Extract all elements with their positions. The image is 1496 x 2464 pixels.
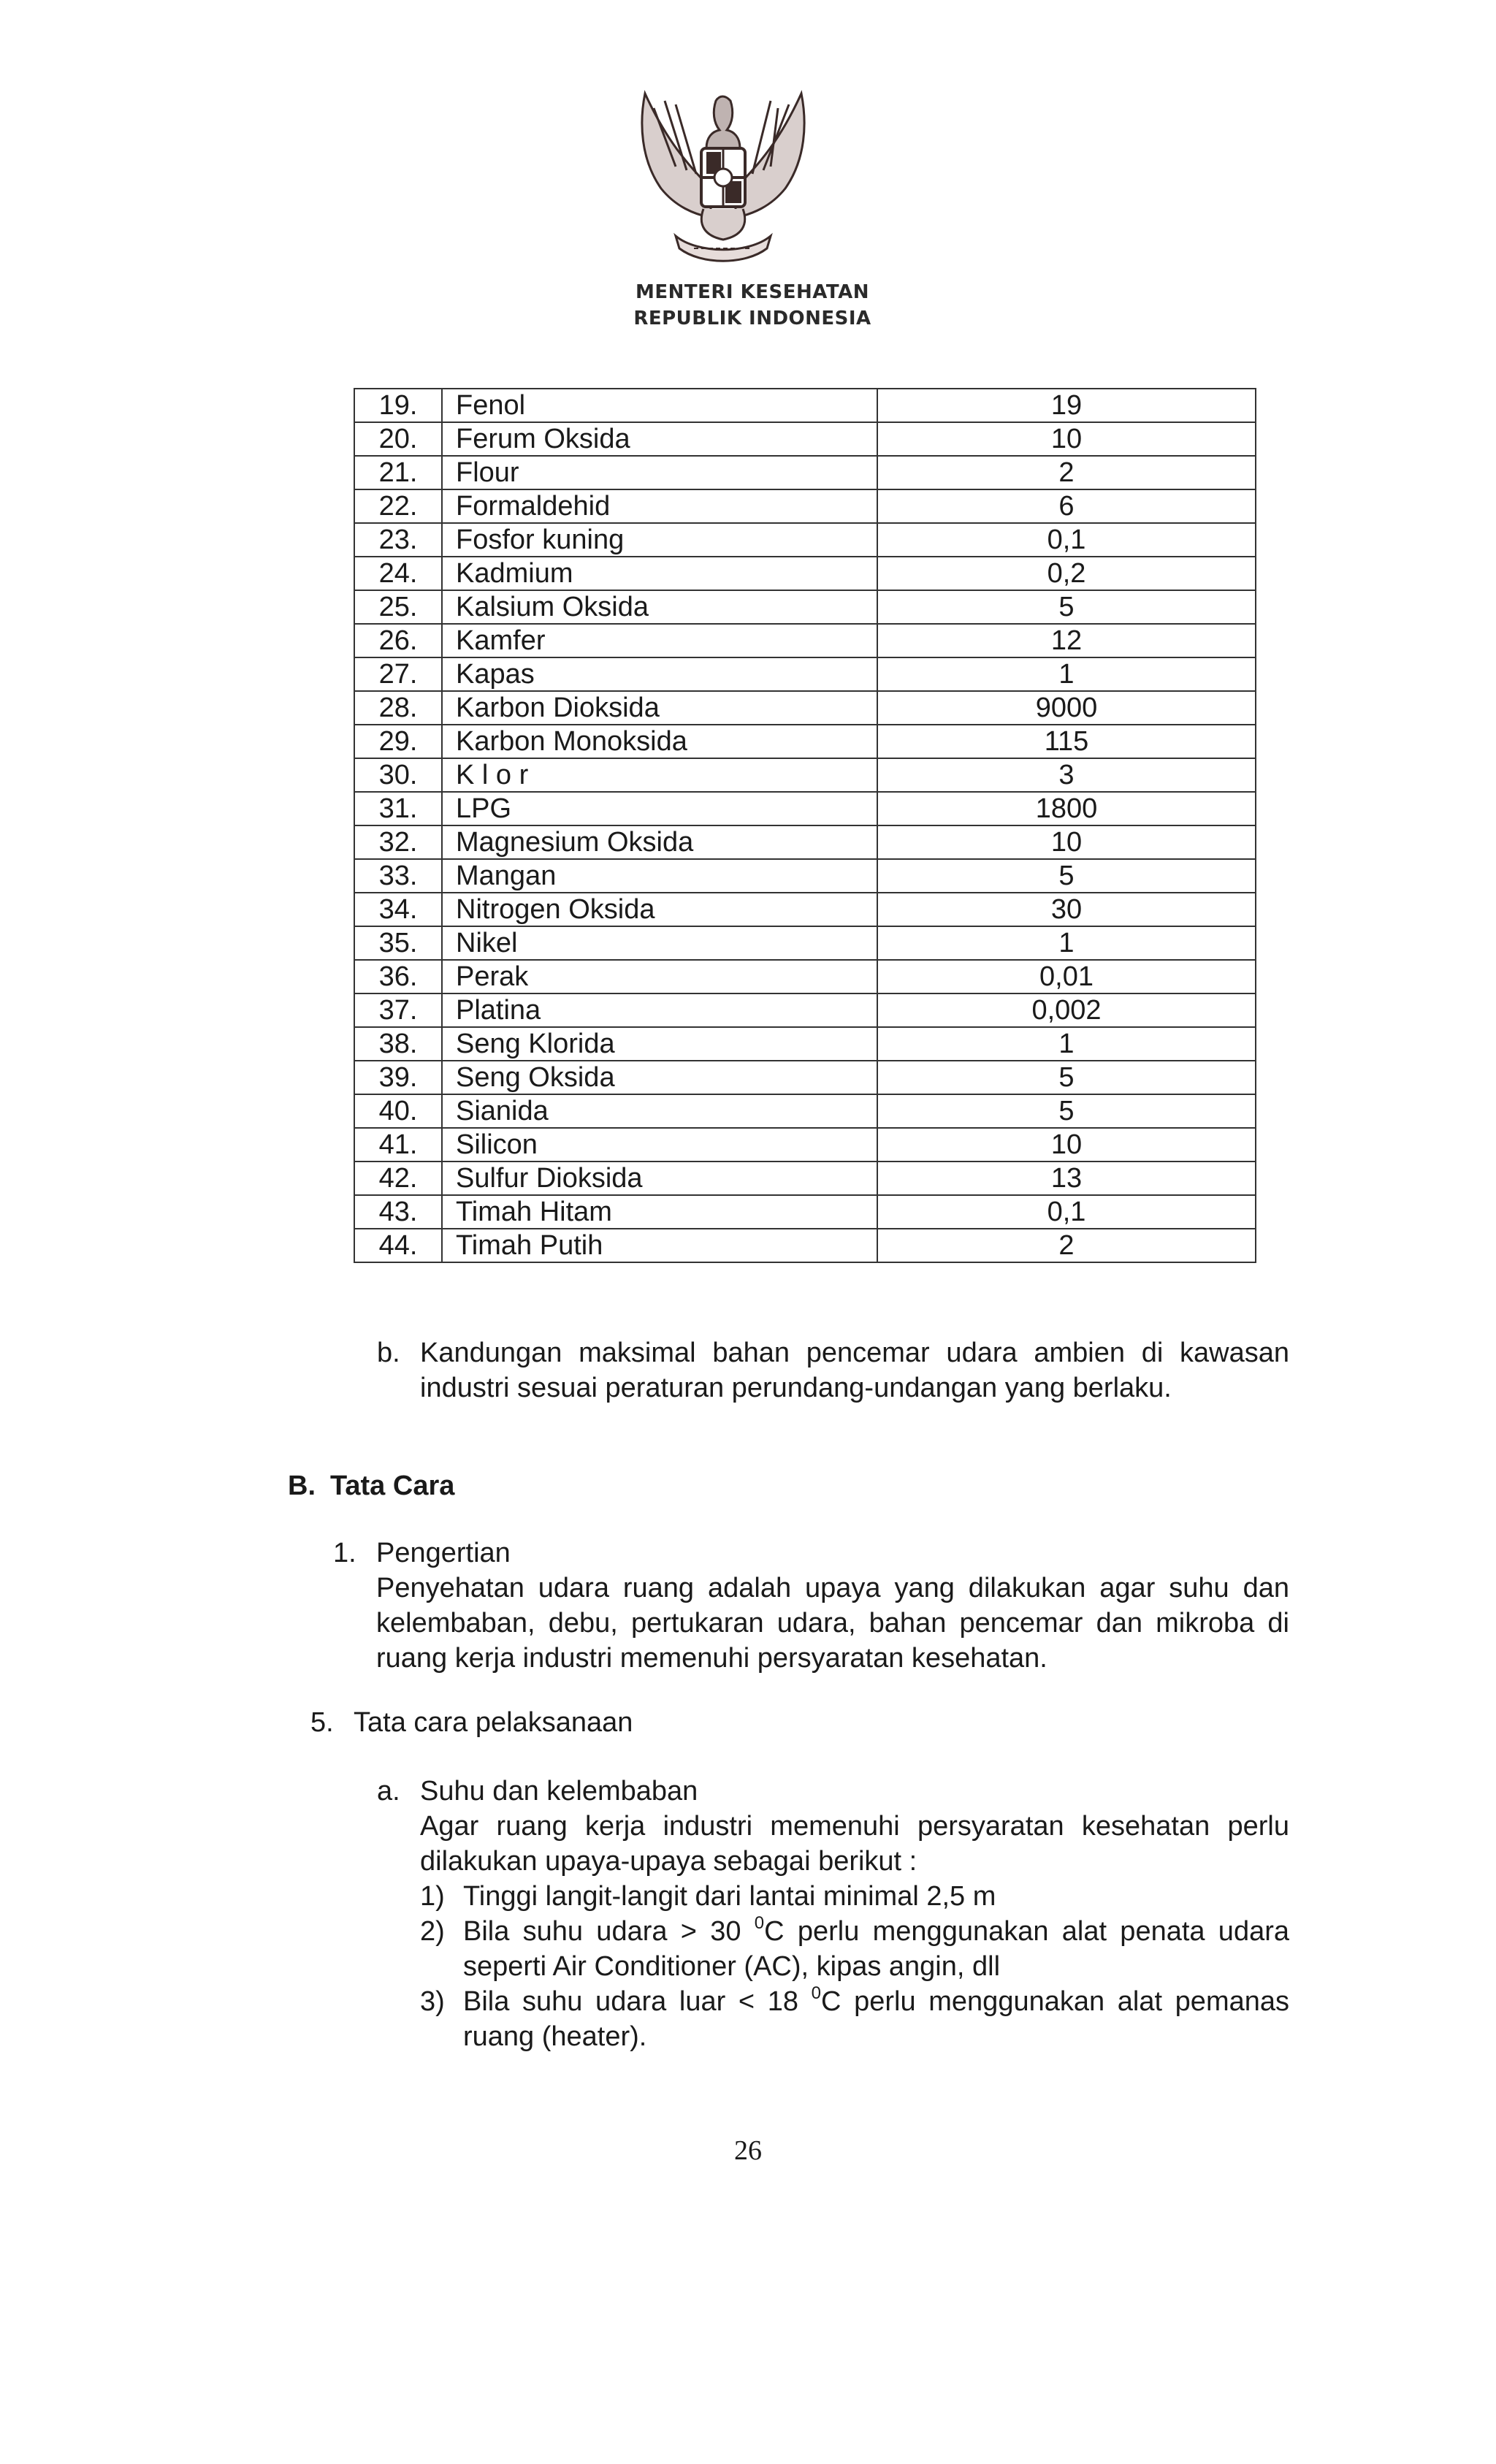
row-number: 37. [354, 993, 442, 1027]
substance-name: Ferum Oksida [442, 422, 877, 456]
item-b-text: Kandungan maksimal bahan pencemar udara ambien di kawasan industri sesuai peraturan perundang-undangan yang berlaku. [420, 1338, 1289, 1403]
suhu-marker: a. [377, 1776, 400, 1807]
suhu-item-2-marker: 2) [420, 1916, 445, 1947]
row-number: 22. [354, 489, 442, 523]
substance-name: Kadmium [442, 557, 877, 590]
suhu-item-3-marker: 3) [420, 1986, 445, 2017]
limit-value: 115 [877, 725, 1256, 758]
substance-name: Mangan [442, 859, 877, 893]
garuda-emblem-icon [625, 79, 822, 270]
table-row [354, 993, 1256, 1027]
limit-value: 5 [877, 590, 1256, 624]
substance-name: Timah Hitam [442, 1195, 877, 1229]
table-row [354, 557, 1256, 590]
table-row [354, 389, 1256, 422]
limit-value: 10 [877, 422, 1256, 456]
pengertian-marker: 1. [333, 1538, 356, 1568]
row-number: 42. [354, 1162, 442, 1195]
row-number: 24. [354, 557, 442, 590]
row-number: 19. [354, 389, 442, 422]
limit-value: 3 [877, 758, 1256, 792]
substance-name: Karbon Monoksida [442, 725, 877, 758]
limit-value: 12 [877, 624, 1256, 657]
table-row [354, 926, 1256, 960]
substance-name: Kalsium Oksida [442, 590, 877, 624]
substance-name: Kapas [442, 657, 877, 691]
limit-value: 6 [877, 489, 1256, 523]
row-number: 25. [354, 590, 442, 624]
table-row [354, 657, 1256, 691]
table-row [354, 893, 1256, 926]
table-row [354, 725, 1256, 758]
limit-value: 10 [877, 1128, 1256, 1162]
substance-name: Silicon [442, 1128, 877, 1162]
limit-value: 10 [877, 825, 1256, 859]
limit-value: 13 [877, 1162, 1256, 1195]
row-number: 44. [354, 1229, 442, 1262]
row-number: 27. [354, 657, 442, 691]
suhu-item-1-text: Tinggi langit-langit dari lantai minimal 2,5 m [463, 1881, 996, 1912]
limit-value: 0,2 [877, 557, 1256, 590]
suhu-item-2-text [463, 1914, 1289, 1984]
row-number: 39. [354, 1061, 442, 1094]
limit-value: 1800 [877, 792, 1256, 825]
row-number: 21. [354, 456, 442, 489]
table-row [354, 489, 1256, 523]
row-number: 20. [354, 422, 442, 456]
table-row [354, 590, 1256, 624]
row-number: 40. [354, 1094, 442, 1128]
substance-name: Fosfor kuning [442, 523, 877, 557]
table-row [354, 456, 1256, 489]
substance-name: Fenol [442, 389, 877, 422]
suhu-item-1-marker: 1) [420, 1881, 445, 1912]
limit-value: 1 [877, 1027, 1256, 1061]
limit-value: 0,002 [877, 993, 1256, 1027]
substance-name: Flour [442, 456, 877, 489]
limit-value: 0,01 [877, 960, 1256, 993]
limit-value: 2 [877, 456, 1256, 489]
ministry-line2: REPUBLIK INDONESIA [633, 308, 871, 329]
substance-name: Magnesium Oksida [442, 825, 877, 859]
row-number: 38. [354, 1027, 442, 1061]
table-row [354, 624, 1256, 657]
suhu-item-3-post: C perlu menggunakan alat pemanas ruang (heater). [463, 1986, 1290, 2052]
row-number: 35. [354, 926, 442, 960]
substance-name: Timah Putih [442, 1229, 877, 1262]
limit-value: 5 [877, 1061, 1256, 1094]
row-number: 23. [354, 523, 442, 557]
row-number: 32. [354, 825, 442, 859]
limit-value: 30 [877, 893, 1256, 926]
row-number: 33. [354, 859, 442, 893]
table-row [354, 1061, 1256, 1094]
section-b-title: Tata Cara [330, 1471, 455, 1501]
ministry-header [570, 279, 935, 332]
substance-name: Nitrogen Oksida [442, 893, 877, 926]
row-number: 28. [354, 691, 442, 725]
limit-value: 2 [877, 1229, 1256, 1262]
limit-value: 5 [877, 859, 1256, 893]
row-number: 36. [354, 960, 442, 993]
substance-name: Formaldehid [442, 489, 877, 523]
table-row [354, 792, 1256, 825]
limit-value: 19 [877, 389, 1256, 422]
table-row [354, 758, 1256, 792]
limit-value: 9000 [877, 691, 1256, 725]
substance-name: Sulfur Dioksida [442, 1162, 877, 1195]
limit-value: 0,1 [877, 523, 1256, 557]
limits-table-body [354, 389, 1256, 1262]
suhu-item-3-text [463, 1984, 1289, 2054]
substance-name: Perak [442, 960, 877, 993]
substance-name: Nikel [442, 926, 877, 960]
pengertian-title: Pengertian [376, 1538, 511, 1568]
section-b-marker: B. [288, 1471, 316, 1501]
suhu-item-2-pre: Bila suhu udara > 30 [463, 1916, 741, 1947]
table-row [354, 1094, 1256, 1128]
table-row [354, 960, 1256, 993]
row-number: 30. [354, 758, 442, 792]
table-row [354, 825, 1256, 859]
table-row [354, 691, 1256, 725]
ministry-line1: MENTERI KESEHATAN [636, 281, 869, 303]
table-row [354, 1195, 1256, 1229]
limit-value: 1 [877, 657, 1256, 691]
substance-name: Kamfer [442, 624, 877, 657]
pelaksanaan-title: Tata cara pelaksanaan [354, 1707, 633, 1738]
substance-name: Karbon Dioksida [442, 691, 877, 725]
row-number: 26. [354, 624, 442, 657]
row-number: 34. [354, 893, 442, 926]
limit-value: 0,1 [877, 1195, 1256, 1229]
pelaksanaan-marker: 5. [310, 1707, 334, 1738]
table-row [354, 1229, 1256, 1262]
substance-name: Platina [442, 993, 877, 1027]
row-number: 29. [354, 725, 442, 758]
degree-sup: 0 [754, 1913, 765, 1934]
suhu-item-3-pre: Bila suhu udara luar < 18 [463, 1986, 799, 2017]
table-row [354, 523, 1256, 557]
table-row [354, 1128, 1256, 1162]
table-row [354, 1027, 1256, 1061]
pengertian-body: Penyehatan udara ruang adalah upaya yang dilakukan agar suhu dan kelembaban, debu, pertukaran udara, bahan pencemar dan mikroba di ruang kerja industri memenuhi persyaratan kesehatan. [376, 1573, 1289, 1674]
suhu-intro: Agar ruang kerja industri memenuhi persyaratan kesehatan perlu dilakukan upaya-upaya sebagai berikut : [420, 1811, 1289, 1877]
suhu-item-2-post: C perlu menggunakan alat penata udara seperti Air Conditioner (AC), kipas angin, dll [463, 1916, 1289, 1982]
page-number: 26 [734, 2135, 762, 2166]
table-row [354, 859, 1256, 893]
substance-name: Seng Oksida [442, 1061, 877, 1094]
pollutant-limits-table [354, 388, 1256, 1263]
row-number: 41. [354, 1128, 442, 1162]
table-row [354, 1162, 1256, 1195]
substance-name: LPG [442, 792, 877, 825]
table-row [354, 422, 1256, 456]
limit-value: 1 [877, 926, 1256, 960]
item-b-marker: b. [377, 1338, 400, 1368]
substance-name: Seng Klorida [442, 1027, 877, 1061]
row-number: 31. [354, 792, 442, 825]
substance-name: Sianida [442, 1094, 877, 1128]
degree-sup: 0 [811, 1983, 822, 2004]
suhu-title: Suhu dan kelembaban [420, 1776, 698, 1807]
substance-name: K l o r [442, 758, 877, 792]
limit-value: 5 [877, 1094, 1256, 1128]
row-number: 43. [354, 1195, 442, 1229]
